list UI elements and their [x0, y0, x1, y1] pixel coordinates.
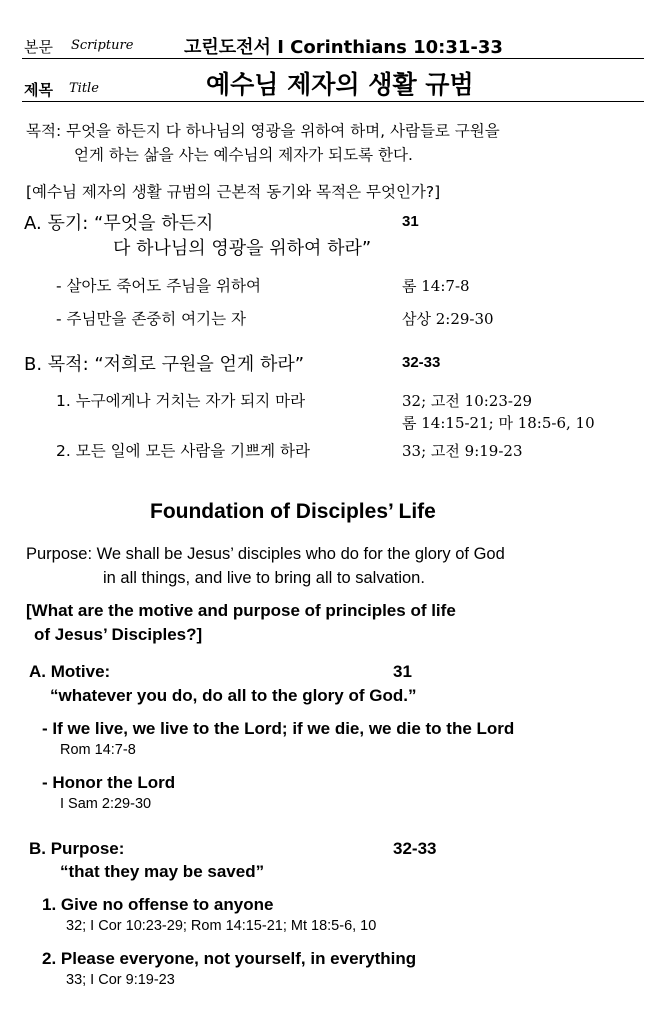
korean-a-heading-1: A. 동기: “무엇을 하든지: [24, 213, 214, 234]
korean-b-ref: 32-33: [402, 354, 441, 371]
english-question-line2: of Jesus’ Disciples?]: [34, 625, 203, 644]
korean-question: [예수님 제자의 생활 규범의 근본적 동기와 목적은 무엇인가?]: [26, 183, 441, 201]
korean-purpose-line2: 얻게 하는 삶을 사는 예수님의 제자가 되도록 한다.: [74, 146, 413, 164]
english-a-item-1-ref: Rom 14:7-8: [60, 742, 136, 758]
korean-b-heading: B. 목적: “저희로 구원을 얻게 하라”: [24, 354, 305, 375]
korean-b-item-1-ref: 32; 고전 10:23-29: [402, 392, 533, 410]
header-rule-top: [22, 58, 644, 59]
korean-a-item-2-ref: 삼상 2:29-30: [402, 310, 494, 328]
scripture-label-ko: 본문: [24, 38, 53, 56]
korean-a-ref: 31: [402, 213, 419, 230]
english-purpose-line2: in all things, and live to bring all to salvation.: [103, 569, 425, 587]
korean-a-item-1-ref: 롬 14:7-8: [402, 277, 470, 295]
english-b-item-1-ref: 32; I Cor 10:23-29; Rom 14:15-21; Mt 18:5-6, 10: [66, 918, 377, 934]
korean-b-item-2: 2. 모든 일에 모든 사람을 기쁘게 하라: [56, 442, 310, 460]
scripture-reference: 고린도전서 I Corinthians 10:31-33: [184, 37, 503, 58]
korean-b-item-1: 1. 누구에게나 거치는 자가 되지 마라: [56, 392, 306, 410]
english-b-ref: 32-33: [393, 839, 437, 858]
english-a-quote: “whatever you do, do all to the glory of God.”: [50, 686, 417, 705]
english-b-item-2-ref: 33; I Cor 9:19-23: [66, 972, 175, 988]
header-rule-bottom: [22, 101, 644, 102]
korean-a-item-1: - 살아도 죽어도 주님을 위하여: [56, 277, 261, 295]
english-b-item-1: 1. Give no offense to anyone: [42, 895, 274, 914]
english-b-heading: B. Purpose:: [29, 839, 125, 858]
page-title-ko: 예수님 제자의 생활 규범: [206, 70, 474, 99]
english-b-quote: “that they may be saved”: [60, 862, 265, 881]
english-a-item-1: - If we live, we live to the Lord; if we die, we die to the Lord: [42, 719, 515, 738]
korean-purpose-line1: 목적: 무엇을 하든지 다 하나님의 영광을 위하여 하며, 사람들로 구원을: [26, 122, 500, 140]
english-purpose-line1: Purpose: We shall be Jesus’ disciples who do for the glory of God: [26, 545, 505, 563]
korean-a-item-2: - 주님만을 존중히 여기는 자: [56, 310, 247, 328]
title-label-ko: 제목: [24, 81, 53, 99]
english-a-item-2: - Honor the Lord: [42, 773, 176, 792]
english-title: Foundation of Disciples’ Life: [150, 500, 436, 523]
english-a-item-2-ref: I Sam 2:29-30: [60, 796, 152, 812]
english-question-line1: [What are the motive and purpose of principles of life: [26, 601, 456, 620]
title-label-en: Title: [69, 81, 99, 96]
korean-b-item-1-ref2: 롬 14:15-21; 마 18:5-6, 10: [402, 414, 595, 432]
english-a-ref: 31: [393, 662, 412, 681]
korean-a-heading-2: 다 하나님의 영광을 위하여 하라”: [113, 238, 372, 259]
korean-b-item-2-ref: 33; 고전 9:19-23: [402, 442, 523, 460]
english-b-item-2: 2. Please everyone, not yourself, in everything: [42, 949, 417, 968]
scripture-label-en: Scripture: [71, 38, 134, 53]
english-a-heading: A. Motive:: [29, 662, 111, 681]
